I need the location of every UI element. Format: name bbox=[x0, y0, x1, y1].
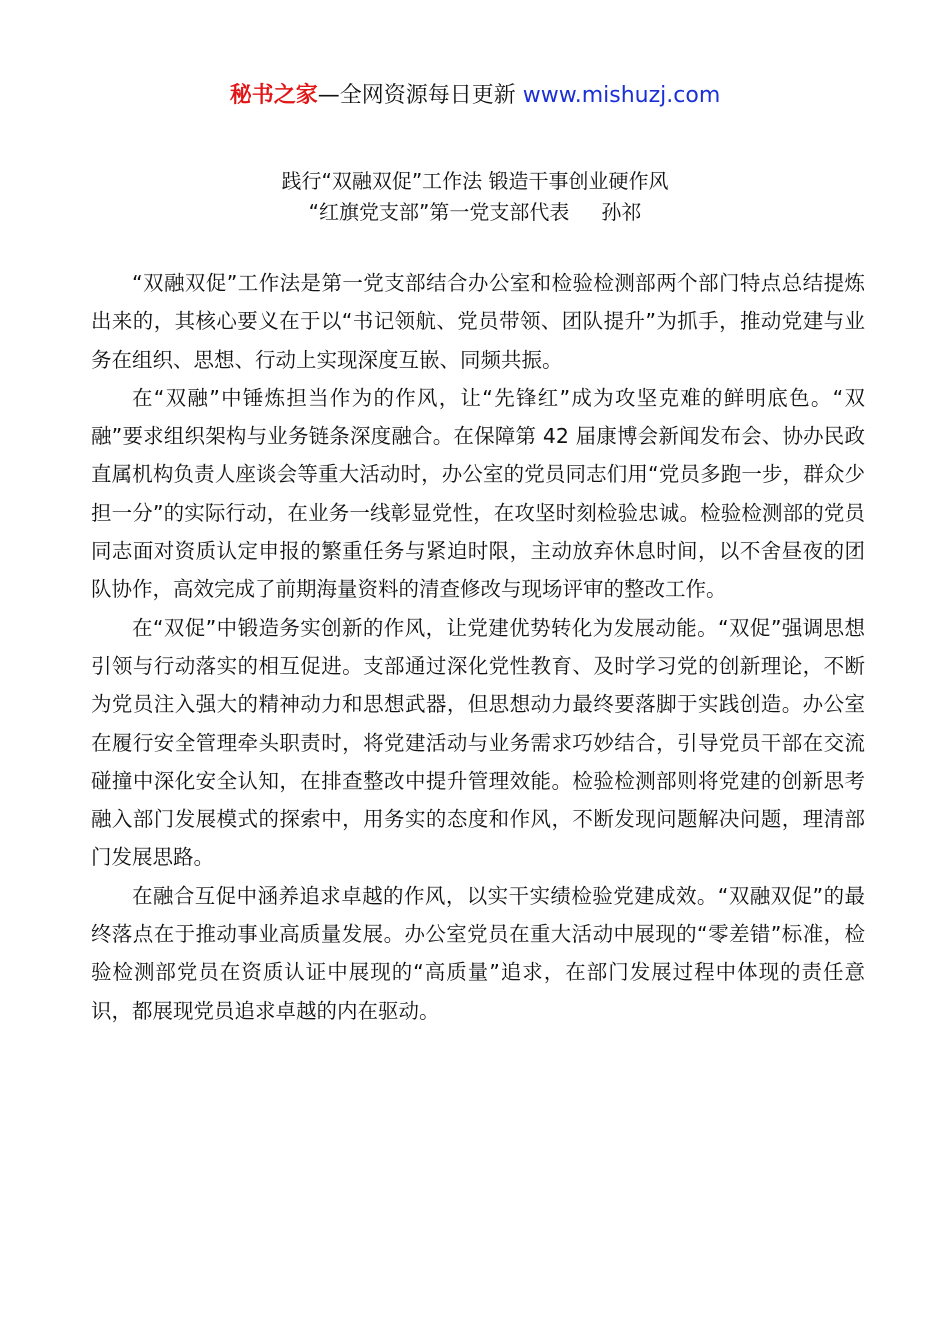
site-brand: 秘书之家 bbox=[229, 83, 318, 108]
document-author-line bbox=[0, 197, 950, 228]
document-body bbox=[91, 264, 865, 1030]
body-paragraph: “双融双促”工作法是第一党支部结合办公室和检验检测部两个部门特点总结提炼出来的，其核心要义在于以“书记领航、党员带领、团队提升”为抓手，推动党建与业务在组织、思想、行动上实现深度互嵌、同频共振。 bbox=[91, 271, 865, 372]
author-name: 孙祁 bbox=[601, 200, 642, 224]
author-organization: “红旗党支部”第一党支部代表 bbox=[308, 200, 570, 224]
site-url-link[interactable]: www.mishuzj.com bbox=[522, 83, 721, 108]
site-tagline: —全网资源每日更新 bbox=[317, 83, 523, 108]
site-header bbox=[0, 80, 950, 112]
body-paragraph: 在融合互促中涵养追求卓越的作风，以实干实绩检验党建成效。“双融双促”的最终落点在于推动事业高质量发展。办公室党员在重大活动中展现的“零差错”标准，检验检测部党员在资质认证中展现的“高质量”追求，在部门发展过程中体现的责任意识，都展现党员追求卓越的内在驱动。 bbox=[91, 883, 865, 1023]
body-paragraph: 在“双融”中锤炼担当作为的作风，让“先锋红”成为攻坚克难的鲜明底色。“双融”要求组织架构与业务链条深度融合。在保障第 42 届康博会新闻发布会、协办民政直属机构负责人座谈会等重大活动时，办公室的党员同志们用“党员多跑一步，群众少担一分”的实际行动，在业务一线彰显党性，在攻坚时刻检验忠诚。检验检测部的党员同志面对资质认定申报的繁重任务与紧迫时限，主动放弃休息时间，以不舍昼夜的团队协作，高效完成了前期海量资料的清查修改与现场评审的整改工作。 bbox=[91, 385, 865, 602]
document-title-block bbox=[0, 166, 950, 228]
body-paragraph: 在“双促”中锻造务实创新的作风，让党建优势转化为发展动能。“双促”强调思想引领与行动落实的相互促进。支部通过深化党性教育、及时学习党的创新理论，不断为党员注入强大的精神动力和思想武器，但思想动力最终要落脚于实践创造。办公室在履行安全管理牵头职责时，将党建活动与业务需求巧妙结合，引导党员干部在交流碰撞中深化安全认知，在排查整改中提升管理效能。检验检测部则将党建的创新思考融入部门发展模式的探索中，用务实的态度和作风，不断发现问题解决问题，理清部门发展思路。 bbox=[91, 615, 865, 870]
document-title: 践行“双融双促”工作法 锻造干事创业硬作风 bbox=[281, 169, 669, 193]
